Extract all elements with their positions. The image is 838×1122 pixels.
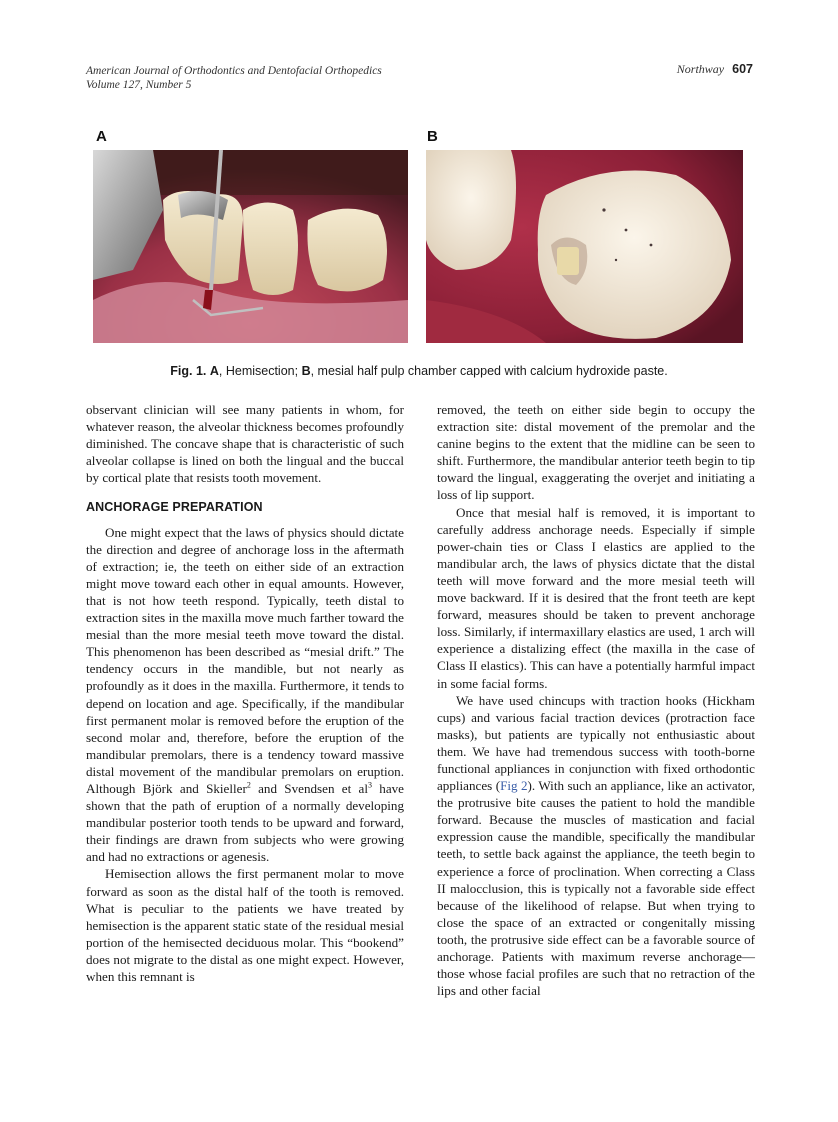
paragraph: We have used chincups with traction hooks (Hickham cups) and various facial traction devices (protraction face masks), but patients are typically not enthusiastic about them. We have had tremendous success with tooth-borne functional appliances in conjunction with fixed orthodontic appliances (Fig 2). With such an appliance, like an activator, the protrusive bite causes the patient to hold the mandible forward. Because the muscles of mastication and facial expression cause the mandible, specifically the mandibular teeth, to settle back against the appliance, the teeth begin to experience a force of proclination. When correcting a Class II malocclusion, this is typically not a favorable side effect because of the likelihood of relapse. But when trying to close the space of an extracted or congenitally missing tooth, the protrusive side effect can be a favorable source of anchorage. Patients with maximum reverse anchorage—those whose facial profiles are such that no retraction of the lips and other facial: [437, 692, 755, 999]
paragraph: observant clinician will see many patients in whom, for whatever reason, the alveolar thickness becomes profoundly diminished. The concave shape that is characteristic of such alveolar collapse is lined on both the lingual and the buccal by cortical plate that resists tooth movement.: [86, 402, 404, 486]
paragraph: One might expect that the laws of physics should dictate the direction and degree of anchorage loss in the aftermath of extraction; ie, the teeth on either side of an extraction might move toward each other in equal amounts. However, that is not how teeth respond. Typically, teeth distal to extraction sites in the maxilla move much farther toward the mesial than the more mesial teeth move toward the distal. This phenomenon has been described as “mesial drift.” The tendency occurs in the mandible, but not nearly as profoundly as it does in the maxilla. Furthermore, it tends to depend on location and age. Specifically, if the mandibular first permanent molar is removed before the eruption of the second molar and, therefore, before the eruption of the mandibular premolars, there is a tendency toward massive distal movement of the mandibular premolars on eruption. Although Björk and Skieller$^2$ and Svendsen et $al^3$ have shown that the path of eruption of a normally developing mandibular posterior tooth tends to be upward and forward, their findings are drawn from subjects who were growing and had no extractions or agenesis.: [86, 524, 404, 865]
photo-pulp-capping: [426, 150, 743, 343]
author-name: Northway: [676, 62, 725, 76]
panel-b-label: B: [427, 128, 438, 145]
paragraph: Hemisection allows the first permanent molar to move forward as soon as the distal half of the tooth is removed. What is peculiar to the patients we have treated by hemisection is the apparent static state of the residual mesial portion of the hemisected deciduous molar. This “bookend” does not migrate to the distal as one might expect. However, when this remnant is: [86, 866, 404, 984]
paragraph: removed, the teeth on either side begin to occupy the extraction site: distal movement of the premolar and the canine begins to the extent that the midline can be seen to shift. Furthermore, the mandibular anterior teeth begin to tip toward the lingual, exaggerating the overjet and initiating a loss of lip support.: [437, 402, 755, 503]
journal-title: American Journal of Orthodontics and Dentofacial Orthopedics: [86, 65, 382, 77]
right-column: [437, 401, 755, 999]
page-number: 607: [732, 62, 753, 76]
caption-label: Fig. 1.: [170, 364, 207, 378]
photo-hemisection: [93, 150, 408, 343]
journal-volume: Volume 127, Number 5: [86, 79, 192, 91]
figure-caption: [0, 364, 838, 378]
running-header-author: [677, 62, 753, 77]
panel-a-label: A: [96, 128, 107, 145]
left-column: [86, 401, 404, 985]
caption-a-marker: A: [209, 364, 219, 378]
citation-superscript: 2: [246, 780, 251, 790]
figure-reference-link[interactable]: Fig 2: [500, 778, 528, 794]
caption-b-marker: B: [301, 364, 311, 378]
running-header-journal: [86, 64, 382, 92]
section-heading: ANCHORAGE PREPARATION: [86, 500, 263, 515]
citation-superscript: 3: [367, 780, 372, 790]
caption-a-text: , Hemisection;: [218, 364, 302, 378]
caption-b-text: , mesial half pulp chamber capped with calcium hydroxide paste.: [310, 364, 668, 378]
paragraph: Once that mesial half is removed, it is important to carefully address anchorage needs. Especially if simple power-chain ties or Class I elastics are applied to the mandibular arch, the laws of physics dictate that the distal teeth will move forward and the more mesial teeth will move backward. If it is desired that the front teeth are kept forward, measures should be taken to prevent anchorage loss. Similarly, if intermaxillary elastics are used, 1 arch will experience a distalizing effect (the maxilla in the case of Class II elastics). This can have a potentially harmful impact in some facial forms.: [437, 504, 755, 691]
